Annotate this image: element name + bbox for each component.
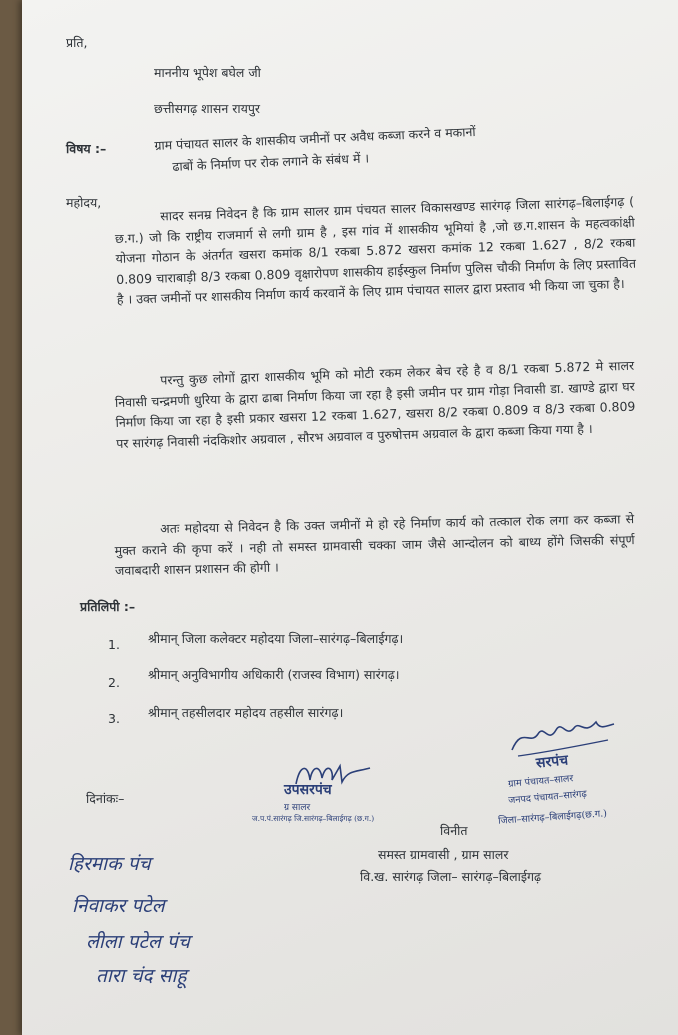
villagers-line: समस्त ग्रामवासी , ग्राम सालर bbox=[378, 847, 509, 862]
subject-line-1: ग्राम पंचायत सालर के शासकीय जमीनों पर अवैध कब्जा करने व मकानों bbox=[154, 123, 476, 153]
handwritten-name-4: तारा चंद साहू bbox=[96, 965, 187, 987]
upsarpanch-seal-line-1: ग्र सालर bbox=[284, 803, 311, 813]
date-label: दिनांकः– bbox=[86, 791, 125, 806]
copy-item: श्रीमान् जिला कलेक्टर महोदया जिला–सारंगढ़–बिलाईगढ़। bbox=[148, 631, 404, 646]
copy-item: श्रीमान् अनुविभागीय अधिकारी (राजस्व विभाग) सारंगढ़। bbox=[148, 667, 400, 682]
addressee-name: माननीय भूपेश बघेल जी bbox=[154, 65, 261, 80]
salutation: महोदय, bbox=[66, 195, 102, 210]
sarpanch-seal-line-2: जनपद पंचायत–सारंगढ़ bbox=[507, 788, 588, 807]
body-paragraph-2: परन्तु कुछ लोगों द्वारा शासकीय भूमि को मोटी रकम लेकर बेच रहे है व 8/1 रकबा 5.872 मे सालर निवासी चन्द्रमणी धुरिया के द्वारा ढाबा निर्माण किया जा रहा है इसी जमीन पर ग्राम गोड़ा निवासी डा. खाण्डे द्वारा घर निर्माण किया जा रहा है इसी प्रकार खसरा 12 रकबा 1.627, खसरा 8/2 रकबा 0.809 व 8/3 रकबा 0.809 पर सारंगढ़ निवासी नंदकिशोर अग्रवाल , सौरभ अग्रवाल व पुरुषोत्तम अग्रवाल के द्वारा कब्जा किया गया है । bbox=[114, 357, 636, 451]
body-paragraph-3: अतः महोदया से निवेदन है कि उक्त जमीनों मे हो रहे निर्माण कार्य को तत्काल रोक लगा कर कब्जा से मुक्त कराने की कृपा करें । नही तो समस्त ग्रामवासी चक्का जाम जैसे आन्दोलन को बाध्य होंगे जिसकी संपूर्ण जवाबदारी शासन प्रशासन की होगी । bbox=[114, 511, 635, 578]
handwritten-name-1: हिरमाक पंच bbox=[68, 853, 151, 875]
upsarpanch-seal-line-2: ज.प.पं.सारंगढ़ जि.सारंगढ़–बिलाईगढ़ (छ.ग.) bbox=[252, 814, 375, 823]
copies-label: प्रतिलिपी :– bbox=[80, 599, 136, 614]
body-paragraph-1: सादर सनम्र निवेदन है कि ग्राम सालर ग्राम पंचयत सालर विकासखण्ड सारंगढ़ जिला सारंगढ़–बिलाईगढ़ ( छ.ग.) जो कि राष्ट्रीय राजमार्ग से लगी ग्राम है , इस गांव में शासकीय भूमियां है ,जो छ.ग.शासन के महत्वकांक्षी योजना गोठान के अंतर्गत खसरा कमांक 8/1 रकबा 5.872 खसरा कमांक 12 रकबा 1.627 , 8/2 रकबा 0.809 चाराबाड़ी 8/3 रकबा 0.809 वृक्षारोपण शासकीय हाईस्कुल निर्माण पुलिस चौकी निर्माण के लिए प्रस्तावित है । उक्त जमीनों पर शासकीय निर्माण कार्य करवानें के लिए ग्राम पंचायत सालर द्वारा प्रस्ताव भी किया जा चुका है। bbox=[114, 193, 637, 307]
copy-item-number: 1. bbox=[108, 637, 120, 652]
subject-line-2: ढाबों के निर्माण पर रोक लगाने के संबंध में । bbox=[172, 150, 370, 174]
copy-item-number: 3. bbox=[108, 711, 120, 726]
letter-page bbox=[22, 0, 678, 1035]
sarpanch-seal-line-1: ग्राम पंचायत–सालर bbox=[507, 773, 574, 790]
addressee-office: छत्तीसगढ़ शासन रायपुर bbox=[154, 101, 261, 116]
handwritten-name-2: निवाकर पटेल bbox=[72, 895, 165, 917]
subject-label: विषय :– bbox=[66, 141, 107, 156]
prati-label: प्रति, bbox=[66, 35, 88, 50]
sarpanch-seal-line-3: जिला–सारंगढ़–बिलाईगढ़(छ.ग.) bbox=[497, 808, 608, 827]
block-district-line: वि.ख. सारंगढ़ जिला– सारंगढ़–बिलाईगढ़ bbox=[360, 869, 542, 884]
handwritten-name-3: लीला पटेल पंच bbox=[86, 931, 190, 953]
vinit-label: विनीत bbox=[440, 823, 468, 838]
copy-item-number: 2. bbox=[108, 675, 120, 690]
sarpanch-title: सरपंच bbox=[535, 752, 569, 772]
copy-item: श्रीमान् तहसीलदार महोदय तहसील सारंगढ़। bbox=[148, 705, 344, 720]
upsarpanch-title: उपसरपंच bbox=[284, 782, 332, 798]
